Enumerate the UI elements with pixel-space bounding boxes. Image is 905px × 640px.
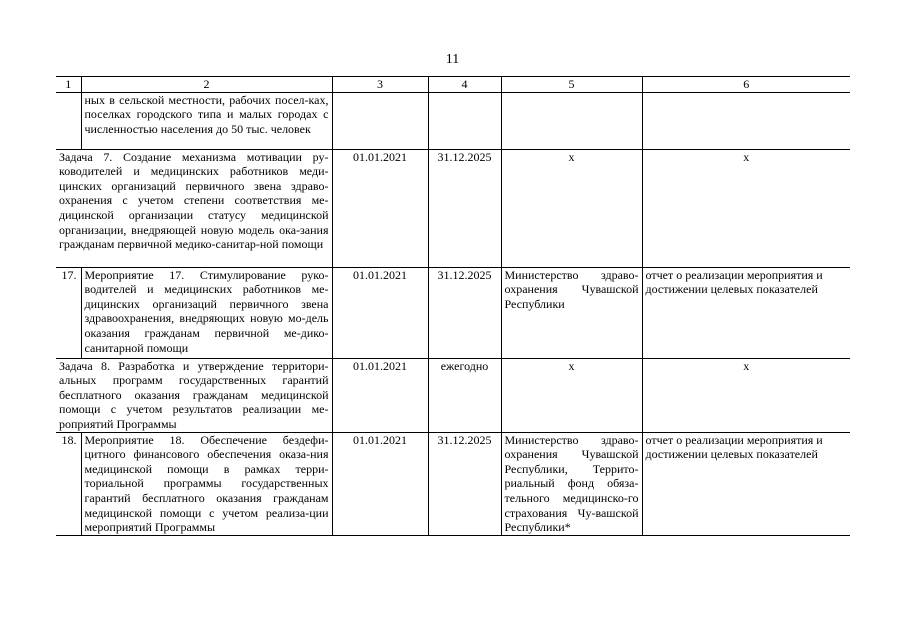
end-date: 31.12.2025 bbox=[428, 267, 501, 358]
executor: Министерство здраво-охранения Чувашской Республики bbox=[501, 267, 642, 358]
row-number: 18. bbox=[56, 432, 81, 535]
start-date: 01.01.2021 bbox=[332, 358, 428, 432]
start-date: 01.01.2021 bbox=[332, 149, 428, 267]
end-date: ежегодно bbox=[428, 358, 501, 432]
table-row bbox=[56, 432, 850, 535]
column-header: 1 bbox=[56, 77, 81, 93]
row-number: 17. bbox=[56, 267, 81, 358]
start-date: 01.01.2021 bbox=[332, 267, 428, 358]
page-number: 11 bbox=[445, 52, 460, 67]
start-date: 01.01.2021 bbox=[332, 432, 428, 535]
executor: x bbox=[501, 149, 642, 267]
task-text: Задача 8. Разработка и утверждение территори-альных программ государственных гарантий бесплатного оказания гражданам медицинской помощи с учетом результатов реализации ме-роприятий Программы bbox=[56, 358, 332, 432]
activity-text: Мероприятие 17. Стимулирование руко-водителей и медицинских работников ме-дицинских организаций первичного звена здравоохранения, внедряющих новую мо-дель оказания гражданам первичной ме-дико-санитарной помощи bbox=[81, 267, 332, 358]
table-header-row bbox=[56, 77, 850, 93]
table-row bbox=[56, 267, 850, 358]
executor bbox=[501, 92, 642, 149]
task-row bbox=[56, 358, 850, 432]
start-date bbox=[332, 92, 428, 149]
row-number bbox=[56, 92, 81, 149]
end-date: 31.12.2025 bbox=[428, 149, 501, 267]
column-header: 4 bbox=[428, 77, 501, 93]
result: x bbox=[642, 149, 850, 267]
result: отчет о реализации мероприятия и достижении целевых показателей bbox=[642, 267, 850, 358]
activity-table bbox=[56, 76, 850, 536]
column-header: 6 bbox=[642, 77, 850, 93]
activity-text: ных в сельской местности, рабочих посел-ках, поселках городского типа и малых городах с численностью населения до 50 тыс. человек bbox=[81, 92, 332, 149]
result: отчет о реализации мероприятия и достижении целевых показателей bbox=[642, 432, 850, 535]
column-header: 3 bbox=[332, 77, 428, 93]
result bbox=[642, 92, 850, 149]
column-header: 5 bbox=[501, 77, 642, 93]
result: x bbox=[642, 358, 850, 432]
task-text: Задача 7. Создание механизма мотивации ру-ководителей и медицинских работников меди-цинских организаций первичного звена здраво-охранения с учетом степени соответствия ме-дицинской организации статусу медицинской организации, внедряющей новую модель ока-зания гражданам первичной медико-санитар-ной помощи bbox=[56, 149, 332, 267]
executor: Министерство здраво-охранения Чувашской Республики, Террито-риальный фонд обяза-тельного медицинско-го страхования Чу-вашской Республики* bbox=[501, 432, 642, 535]
activity-text: Мероприятие 18. Обеспечение бездефи-цитного финансового обеспечения оказа-ния медицинской помощи в рамках терри-ториальной программы государственных гарантий бесплатного оказания гражданам медицинской помощи с учетом реализа-ции мероприятий Программы bbox=[81, 432, 332, 535]
column-header: 2 bbox=[81, 77, 332, 93]
task-row bbox=[56, 149, 850, 267]
end-date: 31.12.2025 bbox=[428, 432, 501, 535]
table-row bbox=[56, 92, 850, 149]
executor: x bbox=[501, 358, 642, 432]
end-date bbox=[428, 92, 501, 149]
